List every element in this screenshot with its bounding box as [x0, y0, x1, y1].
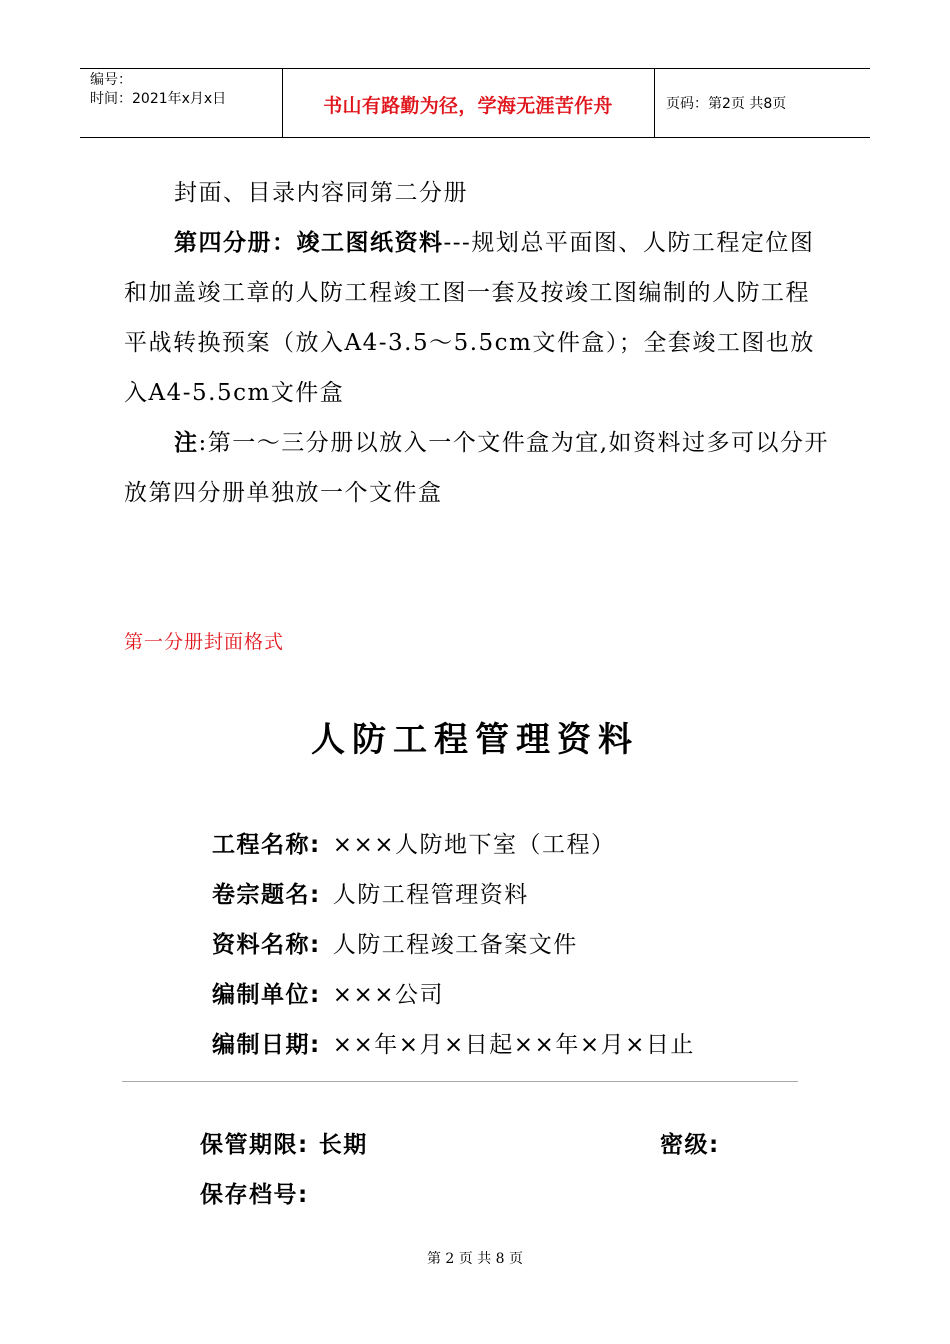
paragraph-volume-four [124, 218, 834, 418]
field-label: 卷宗题名: [212, 882, 321, 908]
field-compile-date [212, 1026, 695, 1059]
field-value: 人防工程管理资料 [332, 882, 529, 908]
field-label: 编制单位: [212, 982, 321, 1008]
field-retention [200, 1126, 368, 1159]
field-archive-number [200, 1176, 309, 1209]
volume-four-text: ---规划总平面图、人防工程定位图和加盖竣工章的人防工程竣工图一套及按竣工图编制的人防工程平战转换预案（放入A4-3.5～5.5cm文件盒）；全套竣工图也放入A4-5.5cm文件盒 [124, 230, 815, 406]
document-date: 时间：2021年x月x日 [90, 91, 227, 107]
field-value: ×××公司 [332, 982, 445, 1008]
field-label: 保存档号: [200, 1182, 309, 1208]
field-compiler [212, 976, 444, 1009]
divider-line [122, 1081, 798, 1082]
cover-title: 人防工程管理资料 [311, 720, 639, 760]
note-text: :第一～三分册以放入一个文件盒为宜,如资料过多可以分开放第四分册单独放一个文件盒 [124, 430, 830, 506]
header-motto: 书山有路勤为径，学海无涯苦作舟 [323, 95, 613, 117]
field-secret-level [660, 1126, 720, 1159]
note-heading: 注 [174, 430, 199, 456]
volume-four-heading: 第四分册：竣工图纸资料 [174, 230, 444, 256]
paragraph-cover-toc [124, 168, 834, 218]
field-value: 人防工程竣工备案文件 [332, 932, 578, 958]
field-project-name [212, 826, 616, 859]
field-label: 资料名称: [212, 932, 321, 958]
page-footer: 第 2 页 共 8 页 [426, 1251, 524, 1267]
field-label: 密级: [660, 1132, 720, 1158]
field-label: 保管期限: [200, 1132, 309, 1158]
field-label: 工程名称: [212, 832, 321, 858]
header-page-number: 页码：第2页 共8页 [666, 96, 787, 112]
field-material-name [212, 926, 578, 959]
header-divider [654, 69, 655, 137]
field-file-title [212, 876, 529, 909]
field-value: ×××人防地下室（工程） [332, 832, 616, 858]
field-value: 长期 [318, 1132, 368, 1158]
cover-format-label: 第一分册封面格式 [124, 631, 285, 653]
paragraph-note [124, 418, 834, 518]
page-header [80, 68, 870, 138]
field-label: 编制日期: [212, 1032, 321, 1058]
header-meta [90, 71, 226, 109]
field-value: ××年×月×日起××年×月×日止 [332, 1032, 695, 1058]
document-number: 编号： [90, 72, 132, 88]
paragraph-text: 封面、目录内容同第二分册 [174, 180, 468, 206]
